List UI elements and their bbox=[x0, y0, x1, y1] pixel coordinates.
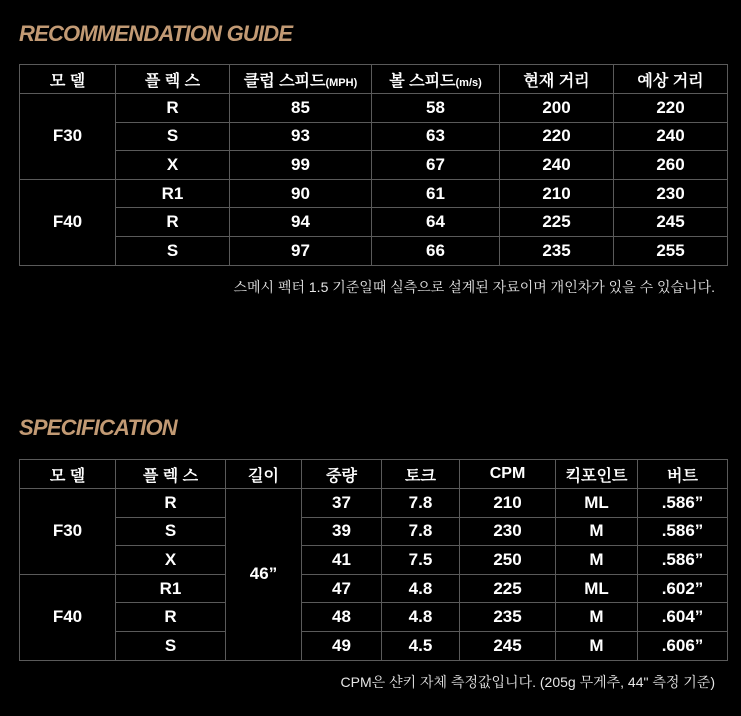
current-distance-cell: 240 bbox=[500, 151, 614, 180]
cpm-cell: 230 bbox=[460, 517, 556, 546]
model-cell: F40 bbox=[20, 574, 116, 660]
header-torque: 토크 bbox=[382, 460, 460, 489]
torque-cell: 7.5 bbox=[382, 546, 460, 575]
specification-title: SPECIFICATION bbox=[19, 415, 177, 440]
current-distance-cell: 225 bbox=[500, 208, 614, 237]
flex-cell: S bbox=[116, 631, 226, 660]
current-distance-cell: 235 bbox=[500, 236, 614, 265]
torque-cell: 4.5 bbox=[382, 631, 460, 660]
torque-cell: 4.8 bbox=[382, 603, 460, 632]
header-kick-point: 킥포인트 bbox=[556, 460, 638, 489]
ball-speed-cell: 61 bbox=[372, 179, 500, 208]
recommendation-footnote: 스메시 펙터 1.5 기준일때 실측으로 설계된 자료이며 개인차가 있을 수 있습니다. bbox=[233, 279, 715, 295]
header-model: 모 델 bbox=[20, 65, 116, 94]
header-butt: 버트 bbox=[638, 460, 728, 489]
table-row bbox=[20, 489, 728, 518]
table-row bbox=[20, 631, 728, 660]
weight-cell: 41 bbox=[302, 546, 382, 575]
flex-cell: X bbox=[116, 546, 226, 575]
cpm-cell: 235 bbox=[460, 603, 556, 632]
cpm-cell: 245 bbox=[460, 631, 556, 660]
table-row bbox=[20, 151, 728, 180]
kick-point-cell: ML bbox=[556, 574, 638, 603]
recommendation-table bbox=[19, 64, 728, 266]
weight-cell: 39 bbox=[302, 517, 382, 546]
club-speed-cell: 97 bbox=[230, 236, 372, 265]
specification-table bbox=[19, 459, 728, 661]
table-row bbox=[20, 122, 728, 151]
club-speed-cell: 85 bbox=[230, 94, 372, 123]
table-row bbox=[20, 574, 728, 603]
header-length: 길이 bbox=[226, 460, 302, 489]
table-row bbox=[20, 603, 728, 632]
model-cell: F40 bbox=[20, 179, 116, 265]
torque-cell: 7.8 bbox=[382, 489, 460, 518]
expected-distance-cell: 260 bbox=[614, 151, 728, 180]
club-speed-cell: 94 bbox=[230, 208, 372, 237]
kick-point-cell: M bbox=[556, 546, 638, 575]
flex-cell: R bbox=[116, 94, 230, 123]
table-header-row bbox=[20, 460, 728, 489]
specification-footnote: CPM은 샨키 자체 측정값입니다. (205g 무게추, 44" 측정 기준) bbox=[340, 674, 715, 690]
cpm-cell: 225 bbox=[460, 574, 556, 603]
ball-speed-cell: 58 bbox=[372, 94, 500, 123]
expected-distance-cell: 220 bbox=[614, 94, 728, 123]
length-cell: 46” bbox=[226, 489, 302, 661]
butt-cell: .586” bbox=[638, 489, 728, 518]
header-ball-speed-label: 볼 스피드 bbox=[389, 72, 456, 90]
flex-cell: R bbox=[116, 603, 226, 632]
header-flex: 플 렉 스 bbox=[116, 65, 230, 94]
flex-cell: R bbox=[116, 489, 226, 518]
expected-distance-cell: 240 bbox=[614, 122, 728, 151]
butt-cell: .604” bbox=[638, 603, 728, 632]
weight-cell: 47 bbox=[302, 574, 382, 603]
club-speed-cell: 90 bbox=[230, 179, 372, 208]
table-row bbox=[20, 208, 728, 237]
weight-cell: 48 bbox=[302, 603, 382, 632]
table-row bbox=[20, 517, 728, 546]
weight-cell: 49 bbox=[302, 631, 382, 660]
expected-distance-cell: 230 bbox=[614, 179, 728, 208]
expected-distance-cell: 255 bbox=[614, 236, 728, 265]
cpm-cell: 210 bbox=[460, 489, 556, 518]
weight-cell: 37 bbox=[302, 489, 382, 518]
header-expected-distance: 예상 거리 bbox=[614, 65, 728, 94]
header-club-speed bbox=[230, 65, 372, 94]
flex-cell: X bbox=[116, 151, 230, 180]
table-row bbox=[20, 94, 728, 123]
flex-cell: R1 bbox=[116, 574, 226, 603]
table-header-row bbox=[20, 65, 728, 94]
ball-speed-cell: 64 bbox=[372, 208, 500, 237]
kick-point-cell: M bbox=[556, 517, 638, 546]
current-distance-cell: 210 bbox=[500, 179, 614, 208]
kick-point-cell: M bbox=[556, 631, 638, 660]
header-model: 모 델 bbox=[20, 460, 116, 489]
header-ball-speed bbox=[372, 65, 500, 94]
club-speed-cell: 93 bbox=[230, 122, 372, 151]
header-weight: 중량 bbox=[302, 460, 382, 489]
butt-cell: .586” bbox=[638, 517, 728, 546]
flex-cell: R1 bbox=[116, 179, 230, 208]
butt-cell: .586” bbox=[638, 546, 728, 575]
kick-point-cell: M bbox=[556, 603, 638, 632]
header-current-distance: 현재 거리 bbox=[500, 65, 614, 94]
ball-speed-cell: 66 bbox=[372, 236, 500, 265]
butt-cell: .606” bbox=[638, 631, 728, 660]
cpm-cell: 250 bbox=[460, 546, 556, 575]
model-cell: F30 bbox=[20, 489, 116, 575]
butt-cell: .602” bbox=[638, 574, 728, 603]
table-row bbox=[20, 179, 728, 208]
ball-speed-cell: 63 bbox=[372, 122, 500, 151]
torque-cell: 7.8 bbox=[382, 517, 460, 546]
flex-cell: R bbox=[116, 208, 230, 237]
header-club-speed-unit: (MPH) bbox=[325, 76, 358, 89]
table-row bbox=[20, 236, 728, 265]
flex-cell: S bbox=[116, 236, 230, 265]
header-ball-speed-unit: (m/s) bbox=[455, 76, 482, 89]
header-cpm: CPM bbox=[460, 460, 556, 489]
torque-cell: 4.8 bbox=[382, 574, 460, 603]
club-speed-cell: 99 bbox=[230, 151, 372, 180]
kick-point-cell: ML bbox=[556, 489, 638, 518]
header-club-speed-label: 클럽 스피드 bbox=[243, 72, 326, 90]
table-row bbox=[20, 546, 728, 575]
model-cell: F30 bbox=[20, 94, 116, 180]
current-distance-cell: 220 bbox=[500, 122, 614, 151]
flex-cell: S bbox=[116, 122, 230, 151]
expected-distance-cell: 245 bbox=[614, 208, 728, 237]
flex-cell: S bbox=[116, 517, 226, 546]
recommendation-guide-title: RECOMMENDATION GUIDE bbox=[19, 21, 293, 46]
ball-speed-cell: 67 bbox=[372, 151, 500, 180]
header-flex: 플 렉 스 bbox=[116, 460, 226, 489]
current-distance-cell: 200 bbox=[500, 94, 614, 123]
